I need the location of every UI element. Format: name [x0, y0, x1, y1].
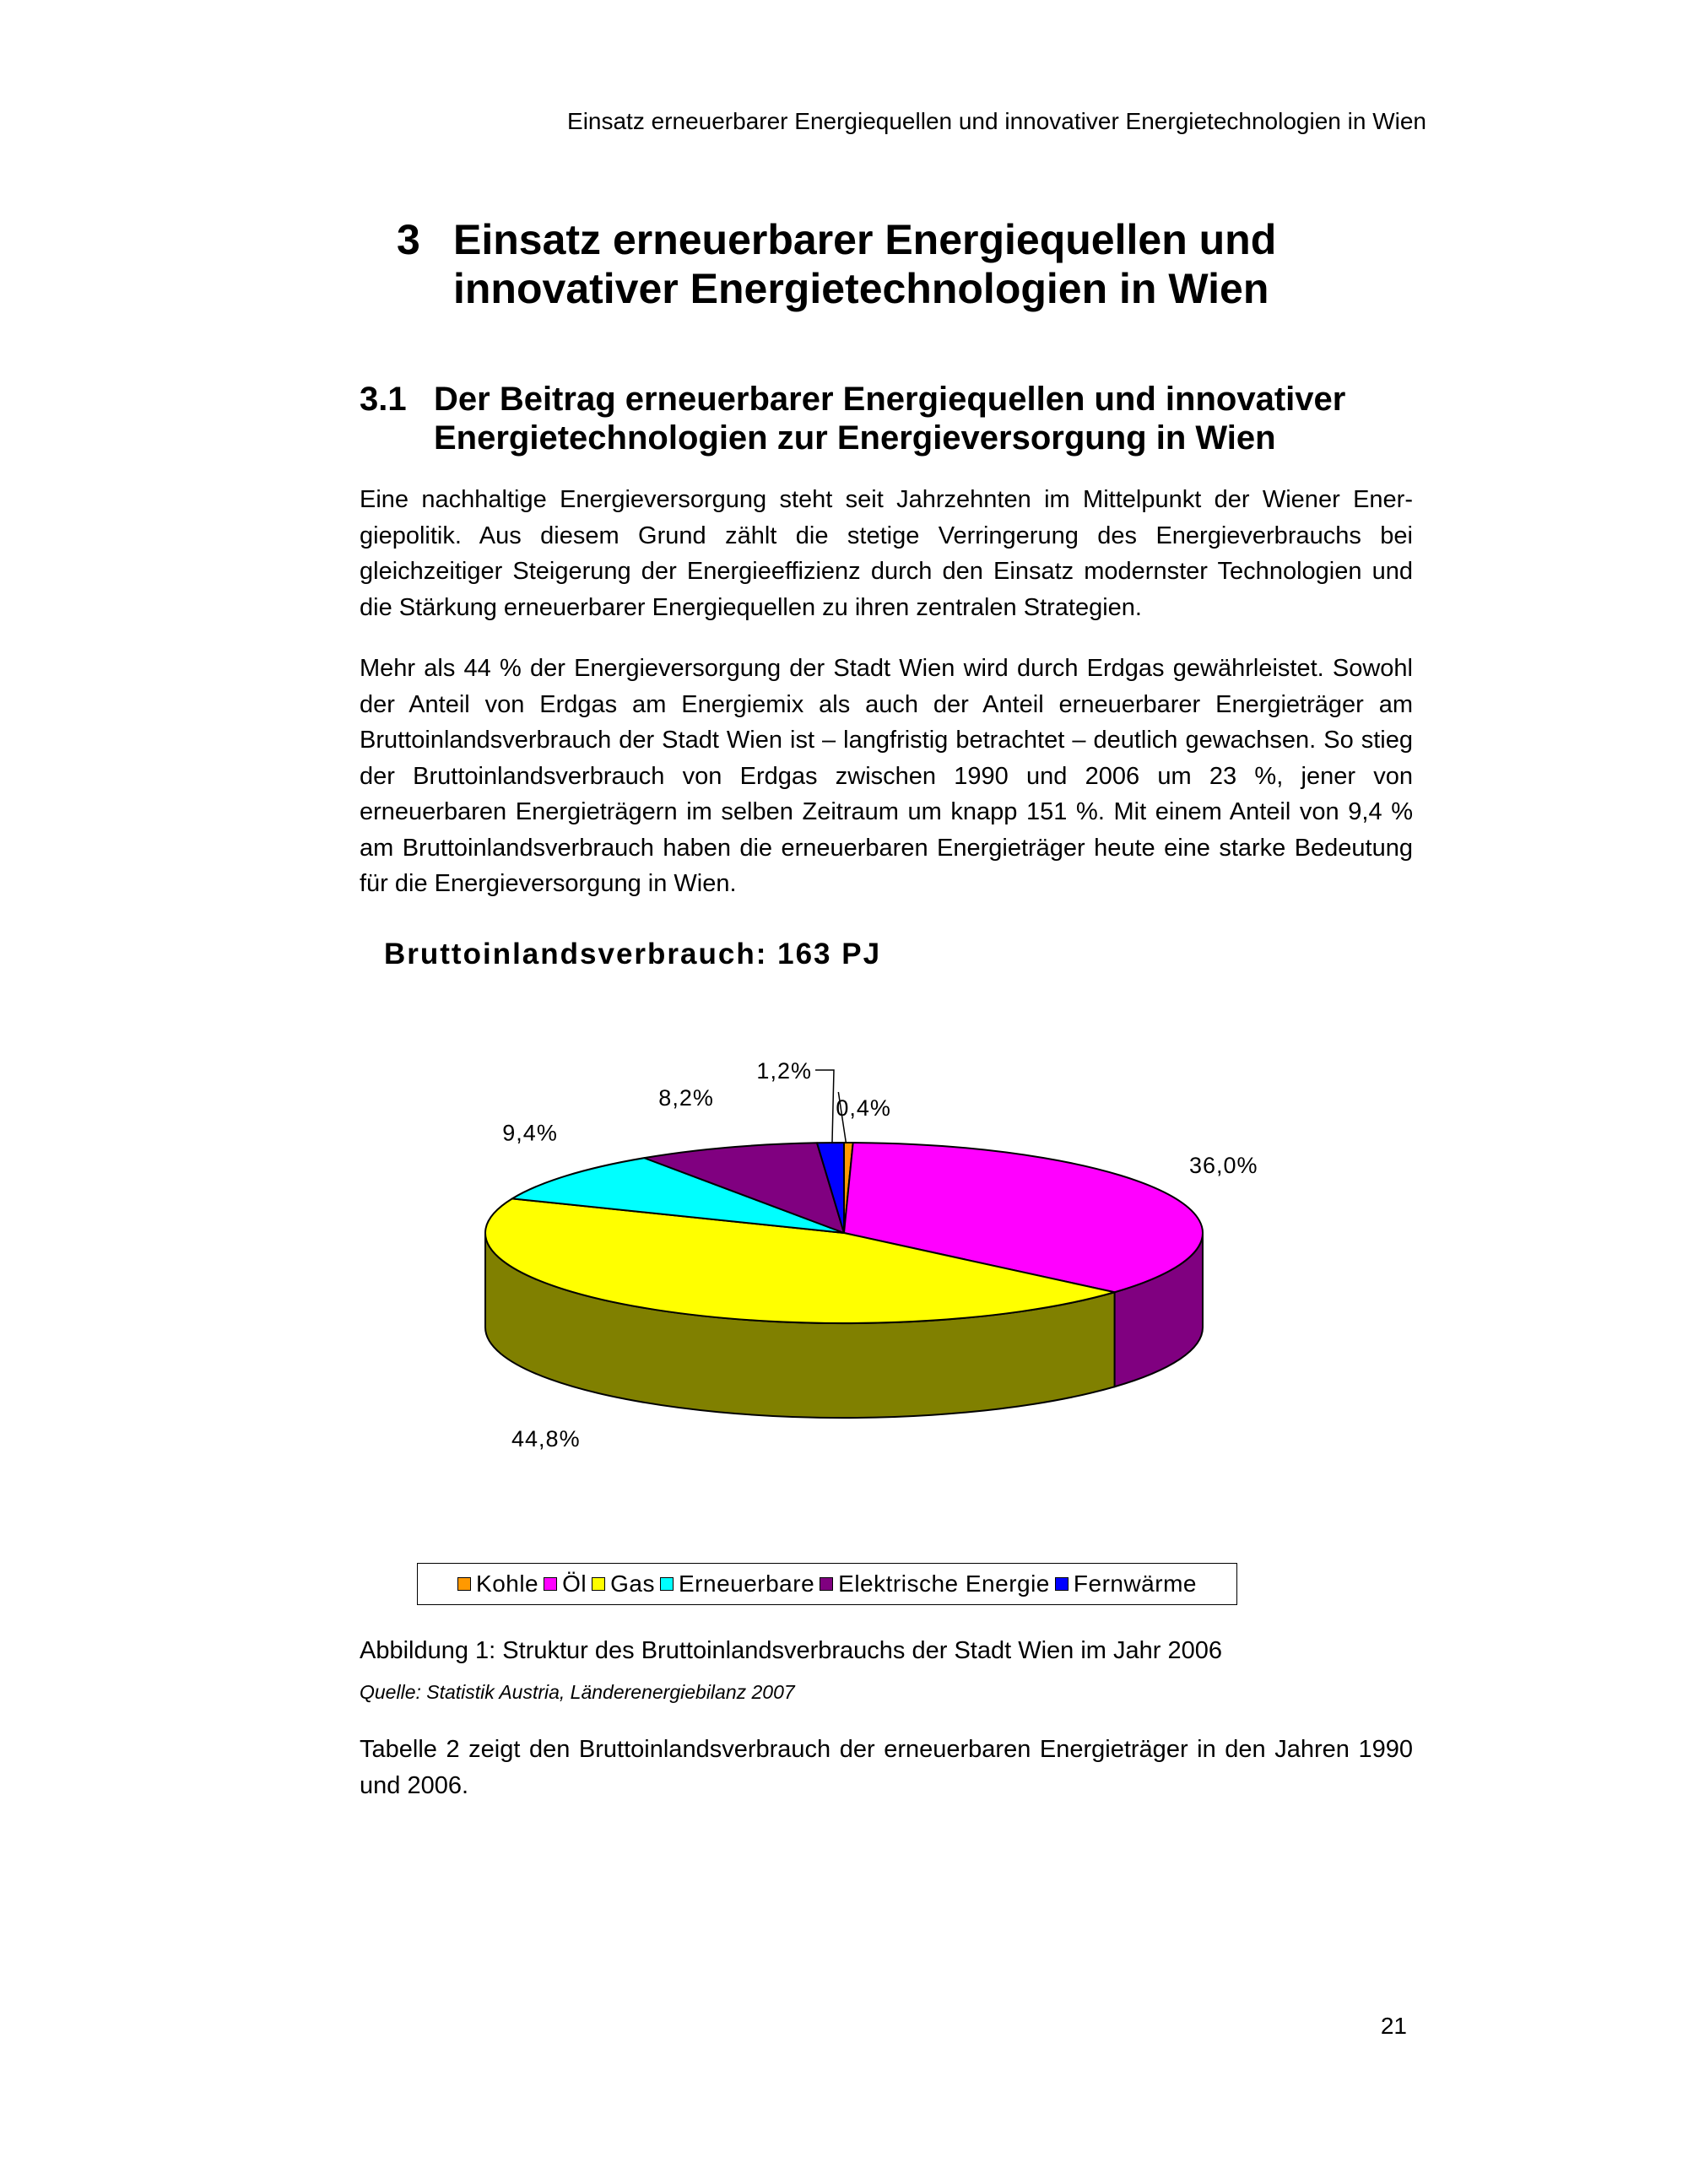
- legend-swatch: [1055, 1577, 1069, 1591]
- page-number: 21: [1380, 2013, 1407, 2039]
- legend-label: Öl: [562, 1570, 587, 1597]
- legend-item-oel: [544, 1570, 587, 1597]
- legend-swatch: [660, 1577, 674, 1591]
- running-header: Einsatz erneuerbarer Energiequellen und innovativer Energietechnologien in Wien: [567, 108, 1426, 134]
- legend-item-gas: [592, 1570, 655, 1597]
- legend-label: Erneuerbare: [679, 1570, 815, 1597]
- chapter-number: 3: [397, 216, 420, 263]
- pie-label-erneuerbare: 9,4%: [502, 1120, 558, 1146]
- figure-caption: Abbildung 1: Struktur des Bruttoinlandsverbrauchs der Stadt Wien im Jahr 2006: [360, 1637, 1222, 1664]
- chapter-title-line-1: Einsatz erneuerbarer Energiequellen und: [453, 216, 1277, 263]
- pie-tops: [485, 1143, 1203, 1323]
- pie-label--l: 36,0%: [1188, 1152, 1258, 1178]
- figure-source: Quelle: Statistik Austria, Länderenergiebilanz 2007: [360, 1681, 795, 1703]
- legend-label: Gas: [610, 1570, 655, 1597]
- legend-swatch: [820, 1577, 833, 1591]
- legend-swatch: [457, 1577, 471, 1591]
- paragraph-intro: Eine nachhaltige Energieversorgung steht seit Jahrzehnten im Mittelpunkt der Wiener Energiepolitik. Aus diesem Grund zählt die stetige Verringerung des Energieverbrauchs bei gleichzeitiger Steigerung der Energieeffizienz durch den Einsatz modernster Technologien und die Stärkung erneuerbarer Energiequellen zu ihren zentralen Strategien.: [360, 486, 1413, 621]
- pie-leader-fernwaerme: [815, 1070, 834, 1143]
- paragraph-natural-gas: Mehr als 44 % der Energieversorgung der Stadt Wien wird durch Erdgas gewährleistet. Sowohl der Anteil von Erdgas am Energiemix als auch der Anteil erneuerbarer Energieträger am Bruttoinlandsverbrauch der Stadt Wien ist – langfristig betrachtet – deutlich gewachsen. So stieg der Bruttoinlandsverbrauch von Erdgas zwischen 1990 und 2006 um 23 %, jener von erneuerbaren Energieträgern im selben Zeitraum um knapp 151 %. Mit einem Anteil von 9,4 % am Bruttoinlandsverbrauch haben die erneuerbaren Energieträger heute eine starke Bedeutung für die Energieversorgung in Wien.: [360, 655, 1413, 897]
- pie-label-kohle: 0,4%: [836, 1095, 891, 1121]
- pie-label-elektrische-energie: 8,2%: [658, 1084, 714, 1111]
- legend-swatch: [544, 1577, 557, 1591]
- paragraph-table-reference: Tabelle 2 zeigt den Bruttoinlandsverbrauch der erneuerbaren Energieträger in den Jahren 1990 und 2006.: [360, 1736, 1413, 1799]
- legend-label: Fernwärme: [1073, 1570, 1197, 1597]
- section-title-line-2: Energietechnologien zur Energieversorgung in Wien: [434, 419, 1276, 457]
- section-number: 3.1: [360, 381, 407, 418]
- legend-label: Elektrische Energie: [838, 1570, 1050, 1597]
- pie-label-gas: 44,8%: [511, 1426, 581, 1452]
- chapter-title-line-2: innovativer Energietechnologien in Wien: [453, 265, 1269, 312]
- chart-legend: [417, 1563, 1237, 1605]
- legend-item-fernwaerme: [1055, 1570, 1197, 1597]
- legend-item-kohle: [457, 1570, 538, 1597]
- legend-swatch: [592, 1577, 605, 1591]
- section-title-line-1: Der Beitrag erneuerbarer Energiequellen und innovativer: [434, 381, 1346, 418]
- legend-item-erneuerbare: [660, 1570, 814, 1597]
- legend-item-elektrische-energie: [820, 1570, 1050, 1597]
- legend-label: Kohle: [476, 1570, 539, 1597]
- pie-label-fernw-rme: 1,2%: [756, 1058, 812, 1084]
- chart-title: Bruttoinlandsverbrauch: 163 PJ: [384, 938, 882, 970]
